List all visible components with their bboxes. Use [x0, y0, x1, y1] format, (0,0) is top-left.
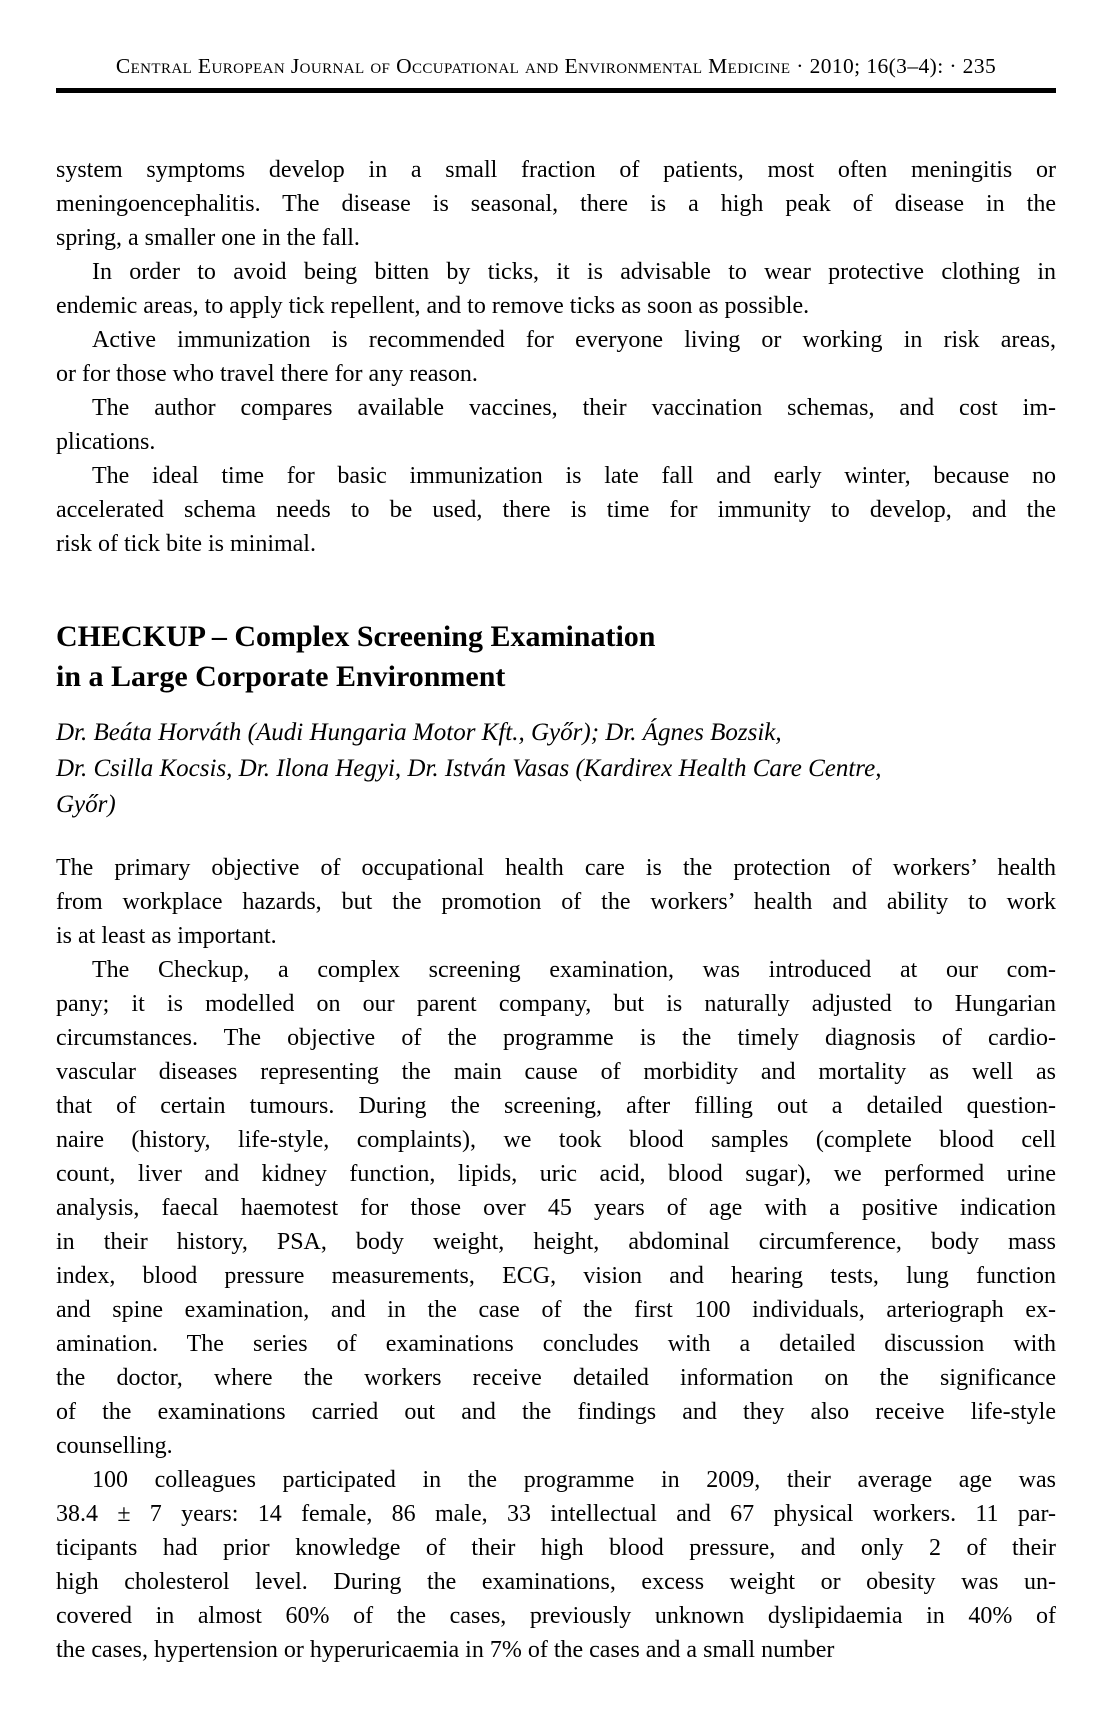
article-body: [56, 851, 1056, 1667]
text-line: circumstances. The objective of the programme is the timely diagnosis of cardio-: [56, 1025, 1056, 1051]
text-line: meningoencephalitis. The disease is seasonal, there is a high peak of disease in the: [56, 191, 1056, 217]
article-title: [56, 617, 1056, 697]
article-title-line-2: in a Large Corporate Environment: [56, 660, 506, 693]
text-line: 38.4 ± 7 years: 14 female, 86 male, 33 intellectual and 67 physical workers. 11 par-: [56, 1501, 1056, 1527]
text-line: the cases, hypertension or hyperuricaemia in 7% of the cases and a small number: [56, 1637, 835, 1663]
author-line-1: Dr. Beáta Horváth (Audi Hungaria Motor Kft., Győr); Dr. Ágnes Bozsik,: [56, 719, 782, 746]
running-header: Central European Journal of Occupational and Environmental Medicine · 2010; 16(3–4): · 235: [115, 54, 997, 78]
text-line: counselling.: [56, 1433, 173, 1459]
text-line: covered in almost 60% of the cases, previously unknown dyslipidaemia in 40% of: [56, 1603, 1056, 1629]
text-line: is at least as important.: [56, 923, 277, 949]
text-line: analysis, faecal haemotest for those over 45 years of age with a positive indication: [56, 1195, 1056, 1221]
paragraph: [56, 1463, 1056, 1667]
page-content: [56, 153, 1056, 1667]
text-line: The ideal time for basic immunization is late fall and early winter, because no: [92, 463, 1056, 489]
header-rule: [56, 88, 1056, 93]
text-line: index, blood pressure measurements, ECG, vision and hearing tests, lung function: [56, 1263, 1056, 1289]
text-line: The author compares available vaccines, their vaccination schemas, and cost im-: [92, 395, 1056, 421]
paragraph: [56, 255, 1056, 323]
text-line: The primary objective of occupational health care is the protection of workers’ health: [56, 855, 1056, 881]
article-authors: [56, 715, 1056, 823]
paragraph: [56, 851, 1056, 953]
paragraph: [56, 459, 1056, 561]
paragraph: [56, 391, 1056, 459]
text-line: vascular diseases representing the main cause of morbidity and mortality as well as: [56, 1059, 1056, 1085]
text-line: of the examinations carried out and the findings and they also receive life-style: [56, 1399, 1056, 1425]
text-line: high cholesterol level. During the examinations, excess weight or obesity was un-: [56, 1569, 1056, 1595]
text-line: endemic areas, to apply tick repellent, and to remove ticks as soon as possible.: [56, 293, 810, 319]
text-line: spring, a smaller one in the fall.: [56, 225, 360, 251]
intro-section: [56, 153, 1056, 561]
text-line: accelerated schema needs to be used, there is time for immunity to develop, and the: [56, 497, 1056, 523]
text-line: from workplace hazards, but the promotion of the workers’ health and ability to work: [56, 889, 1056, 915]
text-line: plications.: [56, 429, 156, 455]
text-line: count, liver and kidney function, lipids, uric acid, blood sugar), we performed urine: [56, 1161, 1056, 1187]
text-line: risk of tick bite is minimal.: [56, 531, 316, 557]
text-line: and spine examination, and in the case of the first 100 individuals, arteriograph ex-: [56, 1297, 1056, 1323]
paragraph: [56, 153, 1056, 255]
text-line: pany; it is modelled on our parent company, but is naturally adjusted to Hungarian: [56, 991, 1056, 1017]
text-line: the doctor, where the workers receive detailed information on the significance: [56, 1365, 1056, 1391]
paragraph: [56, 953, 1056, 1463]
text-line: Active immunization is recommended for everyone living or working in risk areas,: [92, 327, 1056, 353]
author-line-3: Győr): [56, 791, 116, 818]
text-line: in their history, PSA, body weight, height, abdominal circumference, body mass: [56, 1229, 1056, 1255]
paragraph: [56, 323, 1056, 391]
author-line-2: Dr. Csilla Kocsis, Dr. Ilona Hegyi, Dr. István Vasas (Kardirex Health Care Centre,: [56, 755, 882, 782]
text-line: amination. The series of examinations concludes with a detailed discussion with: [56, 1331, 1056, 1357]
article-title-line-1: CHECKUP – Complex Screening Examination: [56, 620, 656, 653]
text-line: ticipants had prior knowledge of their high blood pressure, and only 2 of their: [56, 1535, 1056, 1561]
text-line: naire (history, life-style, complaints), we took blood samples (complete blood cell: [56, 1127, 1056, 1153]
text-line: In order to avoid being bitten by ticks, it is advisable to wear protective clothing in: [92, 259, 1056, 285]
text-line: The Checkup, a complex screening examination, was introduced at our com-: [92, 957, 1056, 983]
text-line: that of certain tumours. During the screening, after filling out a detailed question-: [56, 1093, 1056, 1119]
text-line: system symptoms develop in a small fraction of patients, most often meningitis or: [56, 157, 1056, 183]
text-line: 100 colleagues participated in the programme in 2009, their average age was: [92, 1467, 1056, 1493]
text-line: or for those who travel there for any reason.: [56, 361, 478, 387]
